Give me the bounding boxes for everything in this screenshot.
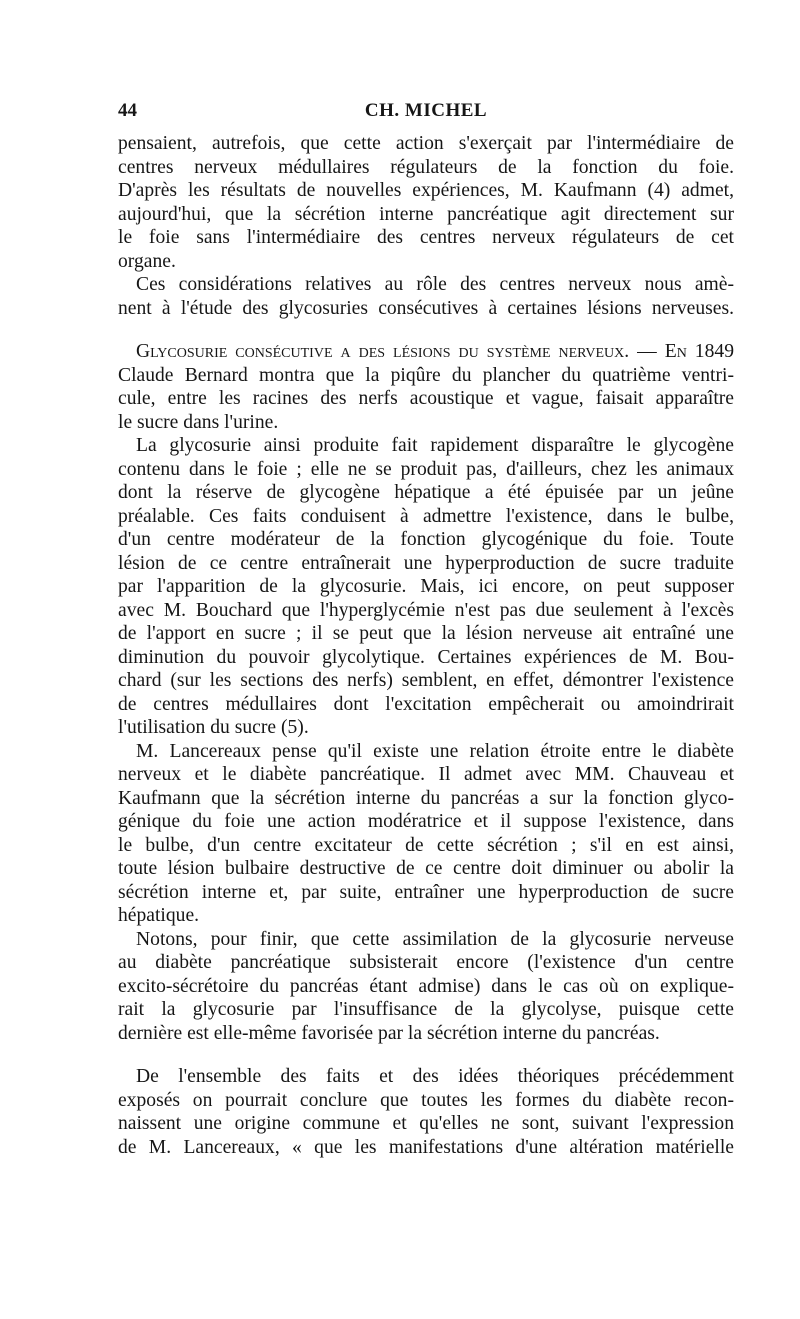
- line: De l'ensemble des faits et des idées théoriques précédemment: [136, 1066, 734, 1087]
- line: par l'apparition de la glycosurie. Mais, ici encore, on peut supposer: [118, 576, 734, 597]
- line: toute lésion bulbaire destructive de ce centre doit diminuer ou abolir la: [118, 858, 734, 879]
- line: dont la réserve de glycogène hépatique a été épuisée par un jeûne: [118, 482, 734, 503]
- line: au diabète pancréatique subsisterait encore (l'existence d'un centre: [118, 952, 734, 973]
- line: l'utilisation du sucre (5).: [118, 717, 309, 738]
- line: excito-sécrétoire du pancréas étant admise) dans le cas où on explique-: [118, 975, 734, 997]
- line: de l'apport en sucre ; il se peut que la lésion nerveuse ait entraîné une: [118, 623, 734, 644]
- line: centres nerveux médullaires régulateurs de la fonction du foie.: [118, 156, 734, 178]
- line: rait la glycosurie par l'insuffisance de la glycolyse, puisque cette: [118, 999, 734, 1020]
- page-number: 44: [118, 100, 137, 121]
- line: le bulbe, d'un centre excitateur de cette sécrétion ; s'il en est ainsi,: [118, 834, 734, 856]
- line: dernière est elle-même favorisée par la sécrétion interne du pancréas.: [118, 1022, 660, 1044]
- line: Kaufmann que la sécrétion interne du pancréas a sur la fonction glyco-: [118, 787, 734, 809]
- line: génique du foie une action modératrice et il suppose l'existence, dans: [118, 811, 734, 832]
- paragraph-1-end: [118, 250, 734, 274]
- line: d'un centre modérateur de la fonction glycogénique du foie. Toute: [118, 529, 734, 550]
- line: cule, entre les racines des nerfs acoustique et vague, faisait apparaître: [118, 388, 734, 409]
- paragraph-5-end: [118, 904, 734, 928]
- paragraph-1: [118, 132, 734, 250]
- page-header: [118, 100, 734, 124]
- line: de centres médullaires dont l'excitation empêcherait ou amoindrirait: [118, 693, 734, 715]
- paragraph-5: [118, 740, 734, 905]
- line: le foie sans l'intermédiaire des centres nerveux régulateurs de cet: [118, 227, 734, 248]
- paragraph-4: [118, 434, 734, 716]
- paragraph-6: [118, 928, 734, 1022]
- line: naissent une origine commune et qu'elles ne sont, suivant l'expression: [118, 1113, 734, 1134]
- line: pensaient, autrefois, que cette action s'exerçait par l'intermédiaire de: [118, 133, 734, 154]
- line: de M. Lancereaux, « que les manifestations d'une altération matérielle: [118, 1136, 734, 1158]
- section-heading-paragraph: [118, 340, 734, 411]
- line: avec M. Bouchard que l'hyperglycémie n'est pas due seulement à l'excès: [118, 599, 734, 621]
- line: contenu dans le foie ; elle ne se produit pas, d'ailleurs, chez les animaux: [118, 458, 734, 480]
- running-head: CH. MICHEL: [364, 100, 488, 121]
- line: chard (sur les sections des nerfs) semblent, en effet, démontrer l'existence: [118, 670, 734, 691]
- line: hépatique.: [118, 905, 200, 926]
- paragraph-3-end: [118, 411, 734, 435]
- line: M. Lancereaux pense qu'il existe une relation étroite entre le diabète: [136, 740, 734, 762]
- line: organe.: [118, 250, 176, 272]
- line: nent à l'étude des glycosuries consécutives à certaines lésions nerveuses.: [118, 297, 734, 319]
- paragraph-7: [118, 1065, 734, 1159]
- line: diminution du pouvoir glycolytique. Certaines expériences de M. Bou-: [118, 646, 734, 668]
- line: le sucre dans l'urine.: [118, 411, 279, 433]
- line: Ces considérations relatives au rôle des centres nerveux nous amè-: [136, 274, 734, 295]
- paragraph-6-end: [118, 1022, 734, 1046]
- line: nerveux et le diabète pancréatique. Il admet avec MM. Chauveau et: [118, 764, 734, 785]
- line: sécrétion interne et, par suite, entraîner une hyperproduction de sucre: [118, 881, 734, 903]
- paragraph-4-end: [118, 716, 734, 740]
- line: aujourd'hui, que la sécrétion interne pancréatique agit directement sur: [118, 203, 734, 225]
- line: Claude Bernard montra que la piqûre du plancher du quatrième ventri-: [118, 364, 734, 386]
- line: préalable. Ces faits conduisent à admettre l'existence, dans le bulbe,: [118, 505, 734, 527]
- line: lésion de ce centre entraînerait une hyperproduction de sucre traduite: [118, 552, 734, 574]
- line: D'après les résultats de nouvelles expériences, M. Kaufmann (4) admet,: [118, 180, 734, 201]
- page-body: [118, 132, 734, 1159]
- line: Notons, pour finir, que cette assimilation de la glycosurie nerveuse: [136, 928, 734, 950]
- section-heading: Glycosurie consécutive a des lésions du système nerveux. — En 1849: [136, 341, 734, 362]
- line: exposés on pourrait conclure que toutes les formes du diabète recon-: [118, 1089, 734, 1111]
- line: La glycosurie ainsi produite fait rapidement disparaître le glycogène: [136, 435, 734, 456]
- paragraph-2-end: [118, 297, 734, 321]
- paragraph-2: [118, 273, 734, 297]
